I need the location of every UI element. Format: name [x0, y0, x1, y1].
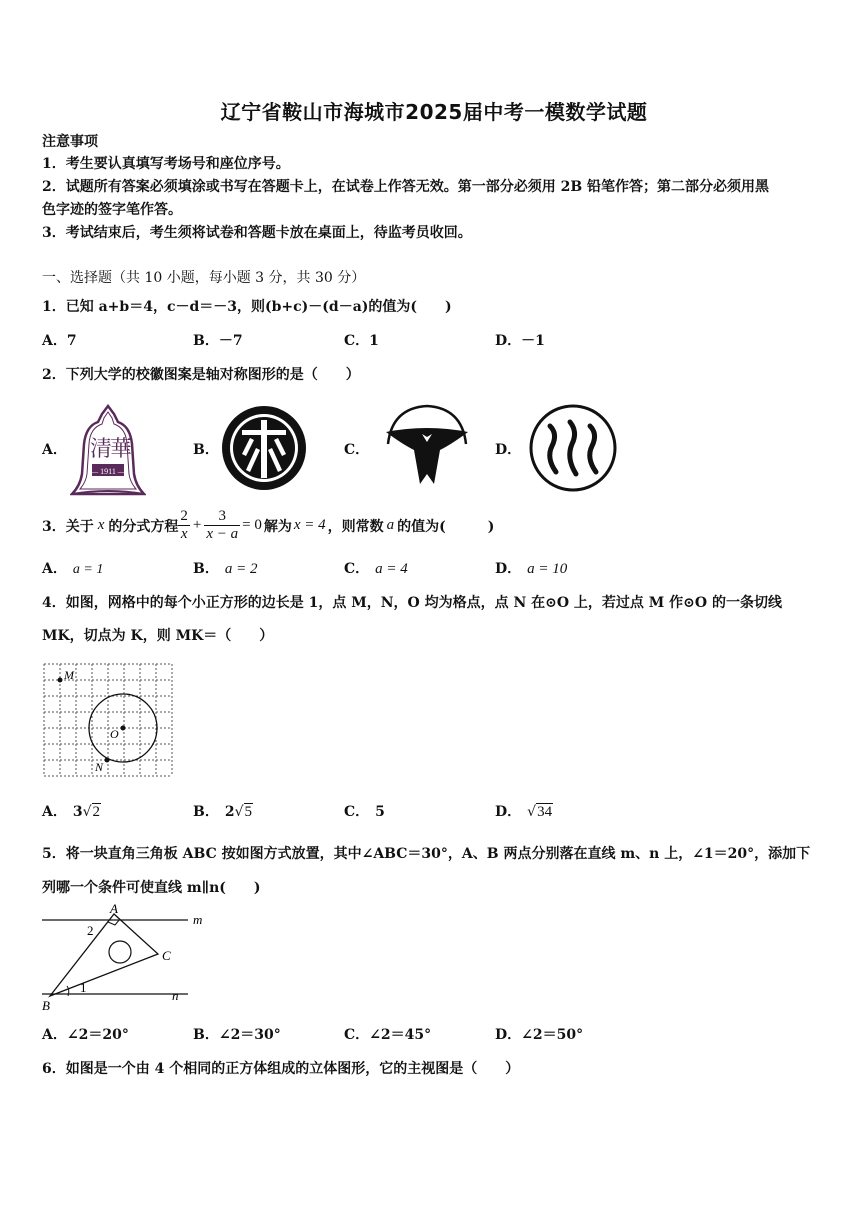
q3-condition: x = 4 [293, 517, 326, 533]
q5-option-c: C．∠2＝45° [344, 1027, 432, 1043]
eagle-logo-image [382, 404, 472, 490]
q3-var-x: x [97, 517, 105, 533]
q2-label-b: B． [193, 442, 219, 458]
q5-label-angle-1: 1 [80, 980, 87, 995]
q5-label-a: A [110, 901, 118, 916]
q3-mid2: 解为 [263, 518, 292, 535]
waves-logo-image [528, 404, 618, 492]
q5-label-angle-2: 2 [87, 923, 94, 938]
q4-stem-line1: 4．如图，网格中的每个小正方形的边长是 1，点 M，N，O 均为格点，点 N 在⊙O 上，若过点 M 作⊙O 的一条切线 [42, 595, 782, 611]
q3-option-a: A． a = 1 [42, 561, 104, 577]
q4-grid-figure [42, 663, 174, 777]
logo-a-year: — 1911 — [90, 467, 126, 476]
q4-option-a: A． 3√2 [42, 804, 101, 820]
q5-option-a: A．∠2＝20° [42, 1027, 129, 1043]
q1-stem: 1．已知 a+b＝4，c－d＝－3，则(b+c)－(d－a)的值为( ) [42, 299, 452, 315]
q3-fraction-1 [178, 508, 190, 543]
q4-label-n: N [95, 760, 104, 774]
q2-label-d: D． [495, 442, 522, 458]
q4-option-b: B． 2√5 [193, 804, 253, 820]
notice-item-2-cont: 色字迹的签字笔作答。 [42, 202, 182, 218]
svg-text:華: 華 [110, 436, 133, 461]
svg-text:清: 清 [90, 436, 113, 461]
peking-logo-image [220, 404, 308, 492]
notice-heading: 注意事项 [42, 134, 98, 150]
q3-prefix: 3．关于 [42, 518, 94, 535]
q4-label-o: O [110, 727, 119, 741]
q3-mid1: 的分式方程 [108, 518, 179, 535]
q3-option-b: B． a = 2 [193, 561, 258, 577]
q3-fraction-2 [204, 508, 240, 543]
notice-item-2: 2．试题所有答案必须填涂或书写在答题卡上，在试卷上作答无效。第一部分必须用 2B 铅笔作答；第二部分必须用黑 [42, 179, 770, 195]
q5-option-d: D．∠2＝50° [495, 1027, 584, 1043]
q3-frac2-den: x − a [206, 526, 239, 542]
q2-stem: 2．下列大学的校徽图案是轴对称图形的是（ ） [42, 367, 360, 383]
notice-item-3: 3．考试结束后，考生须将试卷和答题卡放在桌面上，待监考员收回。 [42, 225, 472, 241]
q4-option-c: C． 5 [344, 804, 385, 820]
q4-label-m: M [64, 668, 74, 682]
q3-option-d: D． a = 10 [495, 561, 568, 577]
q3-frac1-den: x [180, 526, 188, 542]
q1-option-a: A．7 [42, 333, 77, 349]
q5-label-b: B [42, 998, 50, 1013]
q1-option-d: D．－1 [495, 333, 545, 349]
notice-item-1: 1．考生要认真填写考场号和座位序号。 [42, 156, 290, 172]
q3-stem [42, 508, 494, 543]
q4-option-d: D． √34 [495, 804, 553, 820]
q1-option-b: B．－7 [193, 333, 243, 349]
q5-stem-line2: 列哪一个条件可使直线 m∥n( ) [42, 880, 261, 896]
q5-option-b: B．∠2＝30° [193, 1027, 281, 1043]
q3-suffix: 的值为( ) [397, 518, 495, 535]
section-heading: 一、选择题（共 10 小题，每小题 3 分，共 30 分） [42, 270, 366, 286]
q5-label-n: n [172, 988, 179, 1003]
q3-mid3: ，则常数 [327, 518, 384, 535]
q3-eq-zero: = 0 [242, 517, 262, 533]
q5-label-c: C [162, 948, 171, 963]
q4-stem-line2: MK，切点为 K，则 MK＝（ ） [42, 628, 274, 644]
q5-stem-line1: 5．将一块直角三角板 ABC 按如图方式放置，其中∠ABC＝30°，A、B 两点分别落在直线 m、n 上，∠1＝20°，添加下 [42, 846, 811, 862]
q3-frac1-num: 2 [180, 508, 188, 524]
q3-var-a: a [386, 517, 395, 533]
q2-label-a: A． [42, 442, 67, 458]
q5-triangle-figure [38, 900, 218, 1016]
q6-stem: 6．如图是一个由 4 个相同的正方体组成的立体图形，它的主视图是（ ） [42, 1061, 520, 1077]
q3-frac2-num: 3 [204, 508, 240, 526]
q3-option-c: C． a = 4 [344, 561, 408, 577]
tsinghua-logo-image [70, 404, 146, 498]
q5-label-m: m [193, 912, 203, 927]
q3-plus: + [192, 517, 202, 533]
q1-option-c: C．1 [344, 333, 379, 349]
q2-label-c: C． [344, 442, 370, 458]
page-title: 辽宁省鞍山市海城市2025届中考一模数学试题 [220, 100, 648, 124]
